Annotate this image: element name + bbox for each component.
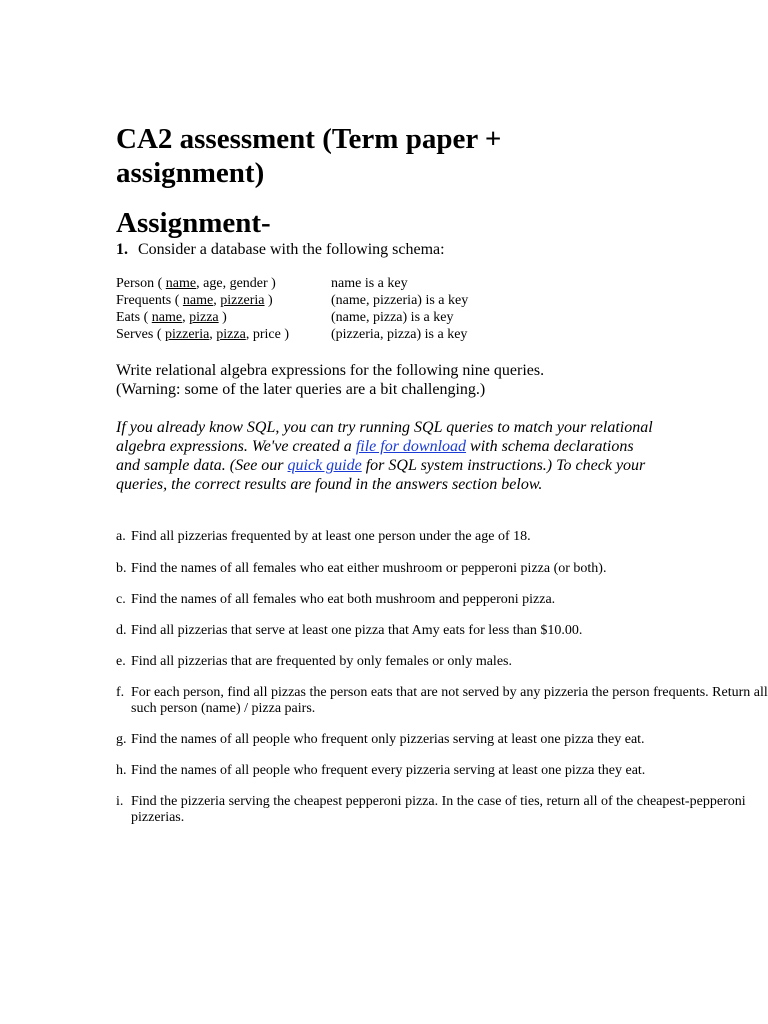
query-letter: c. bbox=[116, 592, 126, 607]
query-text: Find the names of all people who frequent every pizzeria serving at least one pizza they eat. bbox=[131, 763, 646, 778]
instructions-line-1: Write relational algebra expressions for the following nine queries. bbox=[116, 362, 545, 379]
query-text: Find the pizzeria serving the cheapest pepperoni pizza. In the case of ties, return all of the cheapest-pepperoni pizzerias. bbox=[131, 794, 746, 825]
query-item bbox=[116, 794, 768, 826]
key-note: (pizzeria, pizza) is a key bbox=[331, 327, 468, 342]
file-for-download-link[interactable]: file for download bbox=[355, 438, 467, 455]
key-note: name is a key bbox=[331, 276, 408, 291]
question-number: 1. bbox=[116, 241, 128, 258]
attr-separator: , bbox=[182, 310, 190, 325]
relation-open-paren: ( bbox=[154, 276, 166, 291]
relation-open-paren: ( bbox=[153, 327, 165, 342]
relation-open-paren: ( bbox=[171, 293, 183, 308]
query-text: For each person, find all pizzas the person eats that are not served by any pizzeria the person frequents. Return all such person (name) / pizza pairs. bbox=[131, 685, 768, 716]
sql-note-text-2: with schema declarations and sample data. (See our bbox=[116, 438, 634, 474]
quick-guide-link[interactable]: quick guide bbox=[287, 457, 362, 474]
query-text: Find all pizzerias that serve at least one pizza that Amy eats for less than $10.00. bbox=[131, 623, 583, 638]
relation-close-paren: ) bbox=[218, 310, 227, 325]
attr-separator: , bbox=[209, 327, 217, 342]
relation-close-paren: ) bbox=[280, 327, 289, 342]
instructions-paragraph bbox=[116, 361, 676, 399]
schema-row bbox=[116, 275, 468, 292]
attr-separator: , bbox=[196, 276, 204, 291]
sql-note-text-1: If you already know SQL, you can try running SQL queries to match your relational algebra expressions. We've created a bbox=[116, 419, 653, 455]
question-1 bbox=[116, 240, 445, 260]
query-letter: f. bbox=[116, 685, 125, 700]
schema-row bbox=[116, 326, 468, 343]
query-text: Find all pizzerias frequented by at least one person under the age of 18. bbox=[131, 529, 531, 544]
key-attribute: pizzeria bbox=[165, 327, 210, 342]
schema-relation bbox=[116, 275, 331, 292]
key-attribute: name bbox=[182, 293, 214, 308]
query-item bbox=[116, 654, 768, 670]
query-letter: b. bbox=[116, 561, 127, 576]
attr-separator: , bbox=[245, 327, 253, 342]
schema-row bbox=[116, 292, 468, 309]
sql-note-paragraph bbox=[116, 418, 661, 494]
key-attribute: pizza bbox=[189, 310, 219, 325]
query-text: Find all pizzerias that are frequented by only females or only males. bbox=[131, 654, 512, 669]
query-letter: e. bbox=[116, 654, 126, 669]
query-letter: g. bbox=[116, 732, 127, 747]
attribute: price bbox=[252, 327, 281, 342]
query-letter: h. bbox=[116, 763, 127, 778]
query-letter: d. bbox=[116, 623, 127, 638]
page-title: CA2 assessment (Term paper + assignment) bbox=[116, 123, 502, 189]
query-item bbox=[116, 529, 768, 545]
schema-row bbox=[116, 309, 468, 326]
attr-separator: , bbox=[213, 293, 221, 308]
key-note: (name, pizza) is a key bbox=[331, 310, 454, 325]
relation-name: Person bbox=[116, 276, 155, 291]
attribute: age bbox=[203, 276, 223, 291]
key-attribute: name bbox=[165, 276, 197, 291]
query-list bbox=[116, 529, 768, 826]
relation-name: Frequents bbox=[116, 293, 172, 308]
query-item bbox=[116, 763, 768, 779]
relation-open-paren: ( bbox=[140, 310, 152, 325]
key-attribute: pizzeria bbox=[220, 293, 265, 308]
query-text: Find the names of all females who eat either mushroom or pepperoni pizza (or both). bbox=[131, 561, 607, 576]
relation-close-paren: ) bbox=[264, 293, 273, 308]
question-text: Consider a database with the following schema: bbox=[138, 241, 445, 258]
query-text: Find the names of all people who frequent only pizzerias serving at least one pizza they eat. bbox=[131, 732, 645, 747]
sql-note-text-3: for SQL system instructions.) To check your queries, the correct results are found in the answers section below. bbox=[116, 457, 646, 493]
assignment-heading: Assignment- bbox=[116, 207, 271, 239]
instructions-line-2: (Warning: some of the later queries are a bit challenging.) bbox=[116, 381, 486, 398]
attribute: gender bbox=[229, 276, 268, 291]
relation-name: Eats bbox=[116, 310, 141, 325]
key-attribute: pizza bbox=[216, 327, 246, 342]
query-item bbox=[116, 732, 768, 748]
query-item bbox=[116, 592, 768, 608]
attr-separator: , bbox=[222, 276, 230, 291]
schema-table bbox=[116, 275, 468, 343]
query-item bbox=[116, 623, 768, 639]
relation-name: Serves bbox=[116, 327, 154, 342]
query-letter: i. bbox=[116, 794, 124, 809]
query-item bbox=[116, 561, 768, 577]
query-text: Find the names of all females who eat both mushroom and pepperoni pizza. bbox=[131, 592, 556, 607]
schema-relation bbox=[116, 292, 331, 309]
key-attribute: name bbox=[151, 310, 183, 325]
query-item bbox=[116, 685, 768, 717]
schema-relation bbox=[116, 309, 331, 326]
query-letter: a. bbox=[116, 529, 126, 544]
key-note: (name, pizzeria) is a key bbox=[331, 293, 469, 308]
relation-close-paren: ) bbox=[267, 276, 276, 291]
schema-relation bbox=[116, 326, 331, 343]
